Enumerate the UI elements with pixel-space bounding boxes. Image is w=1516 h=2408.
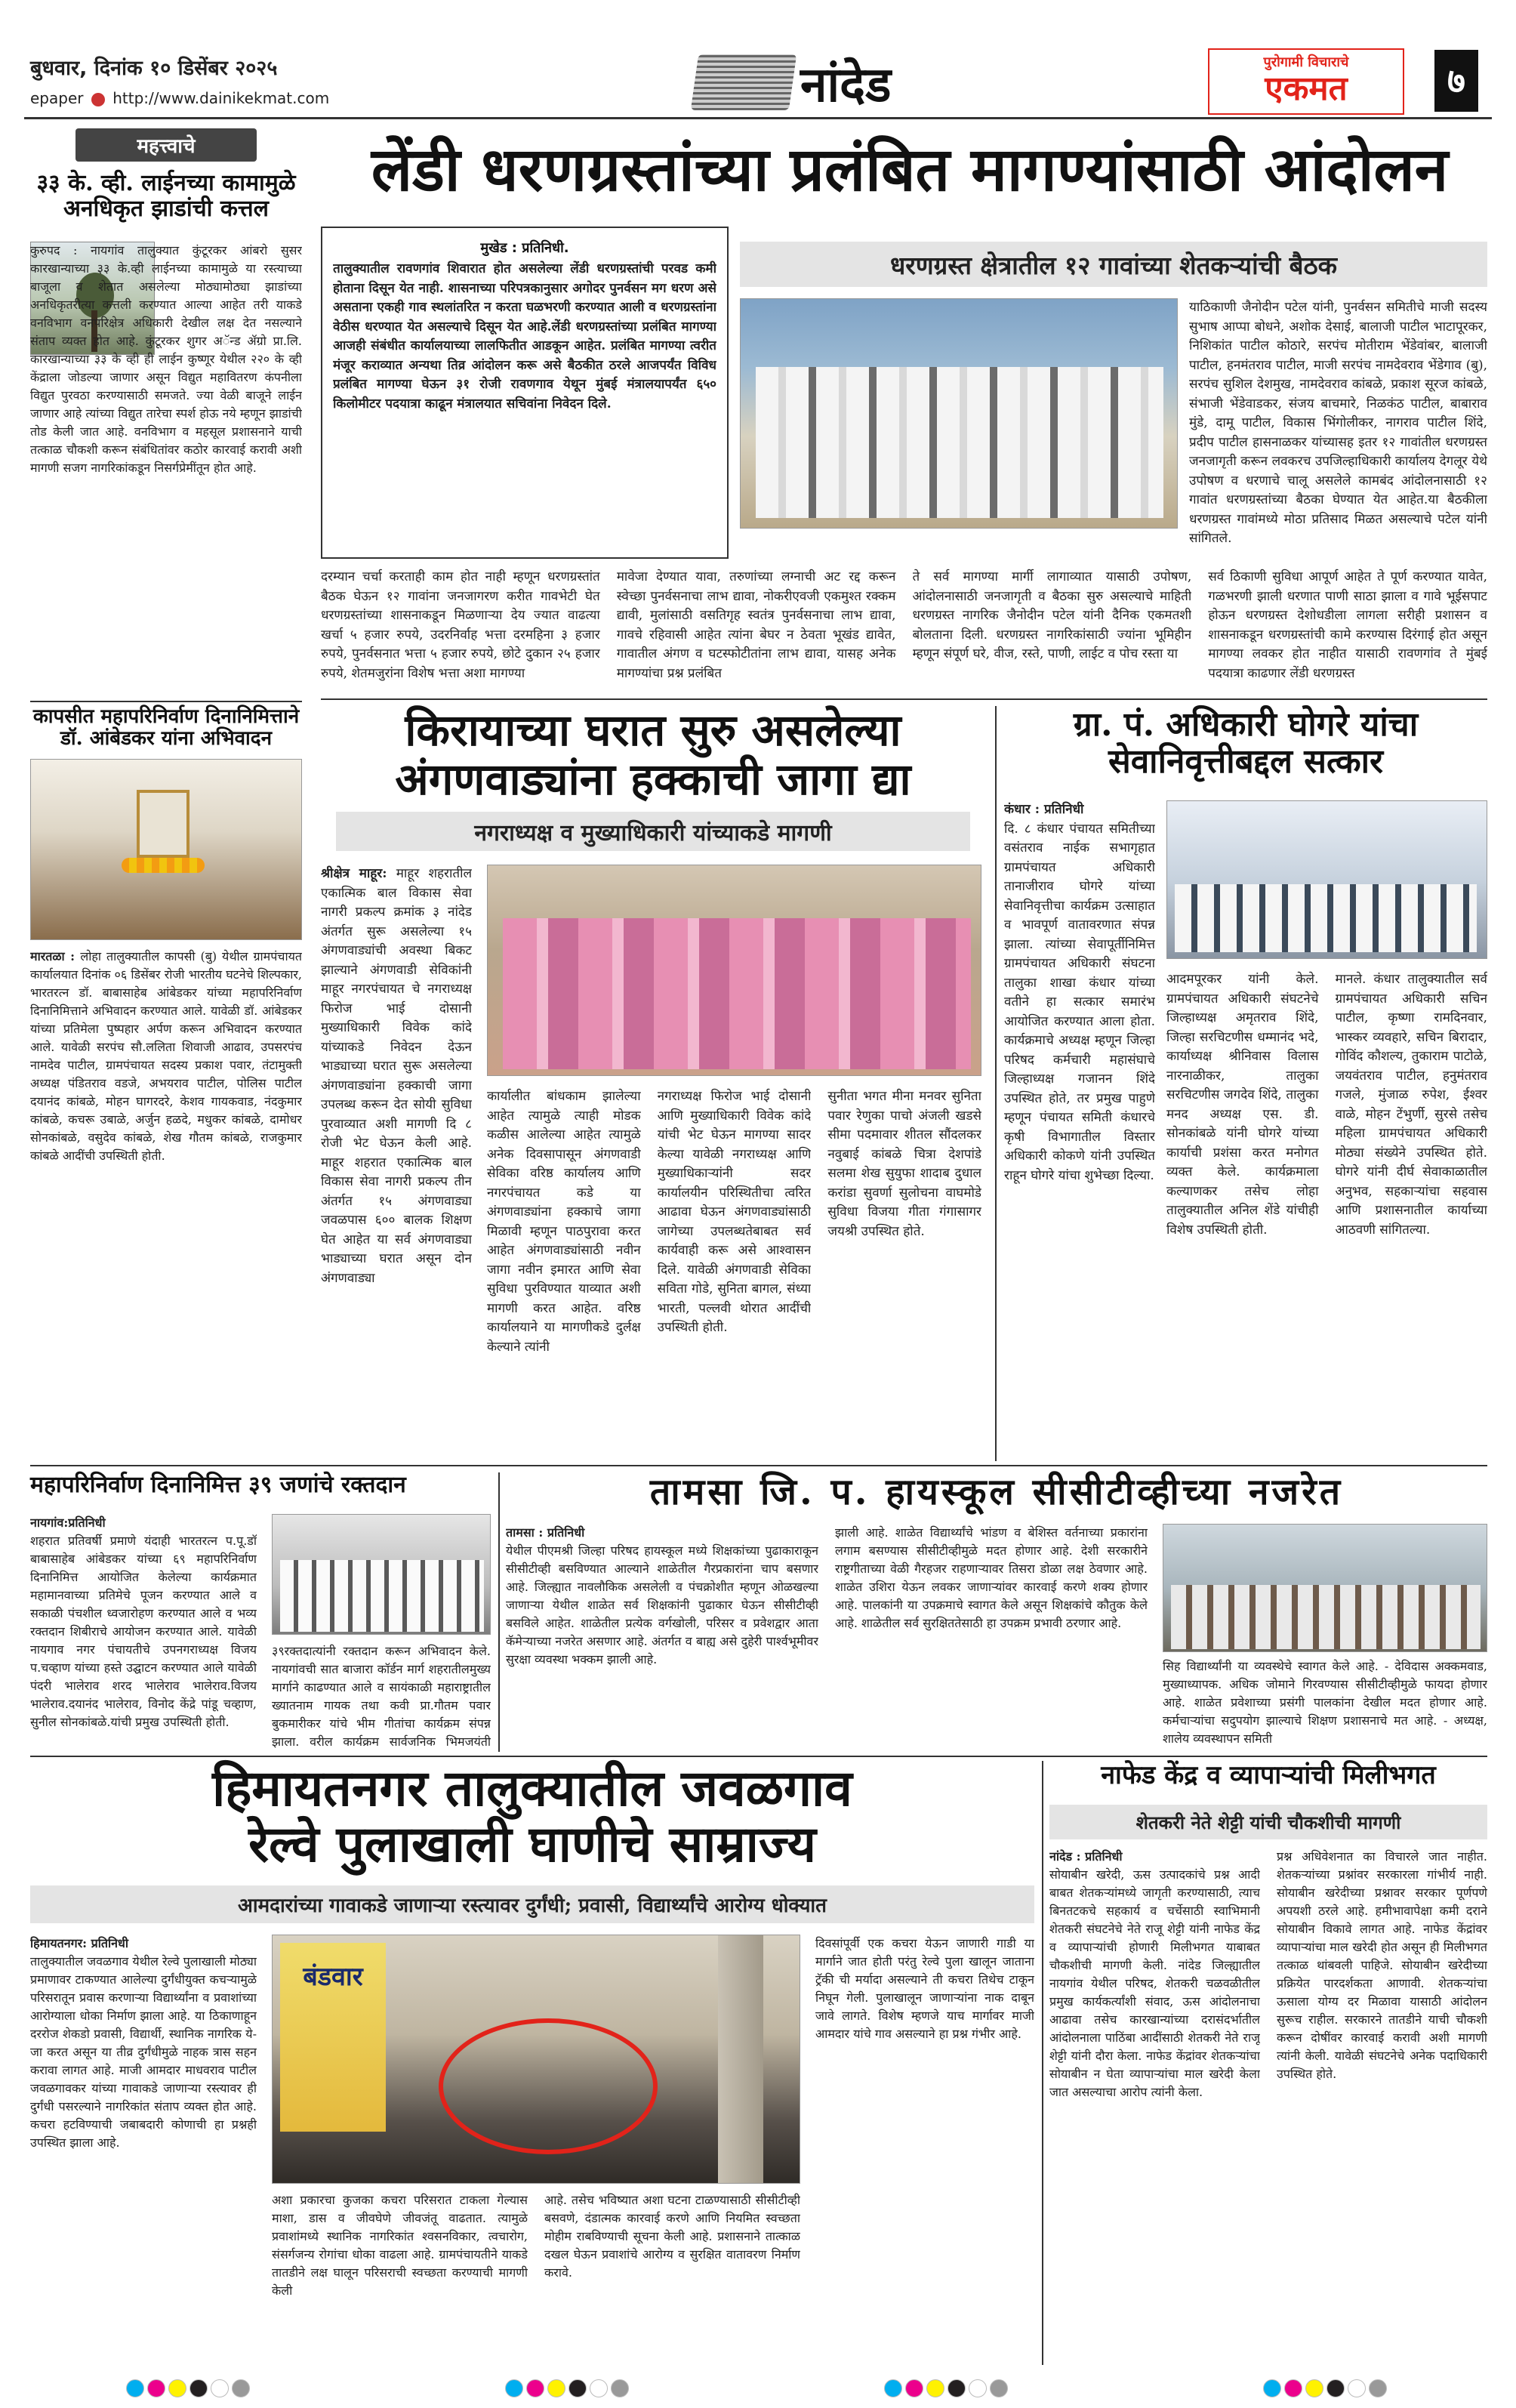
anganwadi-headline-1: किरायाच्या घरात सुरु असलेल्या: [405, 705, 901, 756]
lead-body-col1: दरम्यान चर्चा करताही काम होत नाही म्हणून धरणग्रस्तांत बैठक घेऊन १२ गावांना जनजागरण करीत गावभेटी घेत धरणग्रस्तांच्या शासनाकडून मिळणाऱ्या देय ज्यात वाढत्या खर्चा ५ हजार रुपये, उदरनिर्वाह भत्ता दरमहिना ३ हजार रुपये, पुनर्वसनात भत्ता ५ हजार रुपये, छोटे दुकान २५ हजार रुपये, शेतमजुरांना विशेष भत्ता अशा मागण्या: [321, 569, 600, 681]
highlight-circle: [439, 2018, 658, 2154]
anganwadi-headline-2: अंगणवाड्यांना हक्काची जागा द्या: [395, 753, 911, 805]
hadgaon-byline: हिमायतनगर: प्रतिनिधी: [30, 1936, 129, 1950]
hadgaon-col4: दिवसांपूर्वी एक कचरा येऊन जाणारी गाडी या मार्गाने जात होती परंतु रेल्वे पुला खालून जाताना ट्रॅकी ची मर्यादा असल्याने ती कचरा तिथेच टाकून निघून गेली. पुलाखालून जाणाऱ्यांना नाक दाबून जावे लागते. विशेष म्हणजे याच मार्गावर माजी आमदार यांचे गाव असल्याने हा प्रश्न गंभीर आहे.: [815, 1936, 1034, 2041]
lead-headline: लेंडी धरणग्रस्तांच्या प्रलंबित मागण्यांसाठी आंदोलन: [371, 134, 1449, 205]
city-name: नांदेड: [800, 56, 892, 113]
cctv-col3: सिह विद्यार्थ्यांनी या व्यवस्थेचे स्वागत केले आहे. - देविदास अक्कमवाड, मुख्याध्यापक. अधिक जोमाने गिरवण्यास सीसीटीव्हीमुळे फायदा होणार आहे. शाळेत प्रवेशाच्या प्रसंगी पालकांना देखील मदत होणार आहे. कर्मचाऱ्यांचा सदुपयोग झाल्याचे शिक्षण प्रशासनाचे मत आहे. - अध्यक्ष, शालेय व्यवस्थापन समिती: [1163, 1659, 1487, 1746]
cctv-photo: [1163, 1524, 1487, 1652]
issue-date: बुधवार, दिनांक १० डिसेंबर २०२५: [30, 57, 278, 80]
lead-rule: [321, 698, 1487, 700]
wall-sign-text: बंडवार: [303, 1962, 363, 1992]
blood-camp-col2: ३९रक्तदात्यांनी रक्तदान करून अभिवादन केले. नायगांवची सात बाजारा कॉर्डन मार्ग शहरातीलमुख्य मार्गाने काढण्यात आले व सायंकाळी महाराष्ट्रातील ख्यातनाम गायक तथा कवी प्रा.गौतम पवार बुकमारीकर यांचे भीम गीतांचा कार्यक्रम संपन्न झाला. वरील कार्यक्रम सार्वजनिक भिमजयंती: [272, 1644, 491, 1749]
cctv-headline: तामसा जि. प. हायस्कूल सीसीटीव्हीच्या नजरेत: [649, 1471, 1344, 1513]
ghogre-story: [1004, 706, 1487, 1461]
nafed-col1: सोयाबीन खरेदी, ऊस उत्पादकांचे प्रश्न आदी बाबत शेतकऱ्यांमध्ये जागृती करण्यासाठी, त्याच बिनतटकचे सहकार्य व चर्चेसाठी स्वाभिमानी शेतकरी संघटनेचे नेते राजू शेट्टी यांनी नाफेड केंद्र व व्यापाऱ्यांची होणारी मिलीभगत याबाबत चौकशीची मागणी केली. नांदेड जिल्ह्यातील नायगांव येथील परिषद, शेतकरी चळवळीतील प्रमुख कार्यकर्त्यांशी संवाद, ऊस आंदोलनाचा आढावा तसेच कारखान्यांच्या दरासंदर्भातील आंदोलनाला पाठिंबा आदींसाठी शेतकरी नेते राजू शेट्टी यांनी दौरा केला. नाफेड केंद्रांवर शेतकऱ्यांचा सोयाबीन न घेता व्यापाऱ्यांचा माल खरेदी केला जात असल्याचा आरोप त्यांनी केला.: [1049, 1867, 1260, 2099]
nafed-subhead: शेतकरी नेते शेट्टी यांची चौकशीची मागणी: [1049, 1805, 1487, 1839]
hadgaon-col3: आहे. तसेच भविष्यात अशा घटना टाळण्यासाठी सीसीटीव्ही बसवणे, दंडात्मक कारवाई करणे आणि नियमित स्वच्छता मोहीम राबविण्याची सूचना केली आहे. प्रशासनाने तात्काळ दखल घेऊन प्रवाशांचे आरोग्य व सुरक्षित वातावरण निर्माण करावे.: [544, 2193, 800, 2280]
hadgaon-headline-2: रेल्वे पुलाखाली घाणीचे साम्राज्य: [248, 1814, 816, 1873]
sidebar-bottom-headline: कापसीत महापरिनिर्वाण दिनानिमित्ताने डॉ. आंबेडकर यांना अभिवादन: [32, 705, 300, 751]
ghogre-col3: मानले. कंधार तालुक्यातील सर्व ग्रामपंचायत अधिकारी सचिन पाटील, कृष्णा रामदिनवार, भास्कर व्यवहारे, सचिन बिरादार, गोविंद कौशल्य, तुकाराम पाटोळे, जयवंतराव पाटील, हनुमंतराव गजले, मुंजाळ रुपेश, ईश्वर वाळे, मोहन टेंभुर्णी, सुरसे तसेच महिला ग्रामपंचायत अधिकारी मोठ्या संख्येने उपस्थित होते. घोगरे यांनी दीर्घ सेवाकाळातील अनुभव, सहकाऱ्यांचा सहवास आणि प्रशासनातील कार्याच्या आठवणी सांगितल्या.: [1335, 972, 1487, 1238]
crowd-group: [756, 367, 1163, 518]
lead-right-column: याठिकाणी जैनोदीन पटेल यांनी, पुनर्वसन समितीचे माजी सदस्य सुभाष आप्पा बोधने, अशोक देसाई, बालाजी पाटील भाटापूरकर, निशिकांत पाटील कोठारे, सरपंच मोतीराम भेंडेवांबर, बालाजी पाटील, हनमंतराव पाटील, माजी सरपंच नामदेवराव भेंडेगाव (बु), सरपंच सुशिल देशमुख, नामदेवराव कांबळे, प्रकाश सूरज कांबळे, संभाजी भेंडेवाडकर, संजय बाचमारे, निळकंठ पाटील, बाबाराव मुंडे, दामू पाटील, विकास भिंगोलीकर, नागराव पाटील शिंदे, प्रदीप पाटील हासनाळकर यांच्यासह इतर १२ गावांतील धरणग्रस्त जनजागृती करून लवकरच उपजिल्हाधिकारी कार्यालय देगलूर येथे उपोषण व धरणाचे चालू असलेले कामबंद आंदोलनासाठी १२ गावांत धरणग्रस्तांच्या बैठका घेण्यात येत आहेत.या बैठकीला धरणग्रस्त गावांमध्ये मोठा प्रतिसाद मिळत असल्याचे पटेल यांनी सांगितले.: [1189, 300, 1487, 546]
painted-wall: [280, 1943, 386, 2132]
cctv-col2: झाली आहे. शाळेत विद्यार्थ्यांचे भांडण व बेशिस्त वर्तनाच्या प्रकारांना लगाम बसण्यास सीसीटीव्हीमुळे मदत होणार आहे. देशी सरकारीने राष्ट्रगीताच्या वेळी गैरहजर राहणाऱ्यावर तिसरा डोळा लक्ष ठेवणार आहे. शाळेत उशिरा येऊन लवकर जाणाऱ्यांवर कारवाई करणे शक्य होणार आहे. पालकांनी या उपक्रमाचे स्वागत केले असून शिक्षकांचे कौतुक केले आहे. शाळेतील सर्व सुरक्षिततेसाठी हा उपक्रम प्रभावी ठरणार आहे.: [835, 1525, 1148, 1630]
audience-rows: [1175, 884, 1477, 952]
blood-camp-col1: शहरात प्रतिवर्षी प्रमाणे यंदाही भारतरत्न प.पू.डॉ बाबासाहेब आंबेडकर यांच्या ६९ महापरिनिर्वाण दिनानिमित्त आयोजित केलेल्या कार्यक्रमात महामानवाच्या प्रतिमेचे पूजन करण्यात आले व सकाळी पंचशील ध्वजारोहण करण्यात आले व भव्य रक्तदान शिबीराचे आयोजन करण्यात आले. यावेळी नायगाव नगर पंचायतीचे उपनगराध्यक्ष विजय प.चव्हाण यांच्या हस्ते उद्घाटन करण्यात आले यावेळी पंदरी भालेराव शरद भालेराव भालेराव.विजय भालेराव.दयानंद भालेराव, विनोद केंद्रे पांडू चव्हाण, सुनील सोनकांबळे.यांची प्रमुख उपस्थिती होती.: [30, 1534, 257, 1729]
registration-dot: [1263, 2379, 1281, 2397]
vertical-rule-lower: [1042, 1761, 1043, 2365]
registration-dot: [905, 2379, 923, 2397]
cctv-col1: येथील पीएमश्री जिल्हा परिषद हायस्कूल मध्ये शिक्षकांच्या पुढाकाराकून सीसीटीव्ही बसविण्यात आल्याने शाळेतील गैरप्रकारांना चाप बसणार आहे. जिल्ह्यात नावलौकिक असलेली व पंचक्रोशीत म्हणून ओळखल्या जाणाऱ्या येथील शाळेत सर्व शिक्षकांनी पुढाकार घेऊन सीसीटीव्ही बसविले आहेत. शाळेतील प्रत्येक वर्गखोली, परिसर व प्रवेशद्वार आता कॅमेऱ्याच्या नजरेत असणार आहे. अंतर्गत व बाह्य असे दुहेरी पार्श्वभूमीवर सुरक्षा व्यवस्था भक्कम झाली आहे.: [506, 1543, 818, 1666]
registration-dot: [505, 2379, 523, 2397]
ghogre-headline-2: सेवानिवृत्तीबद्दल सत्कार: [1108, 742, 1384, 782]
blood-camp-headline: महापरिनिर्वाण दिनानिमित्त ३९ जणांचे रक्तदान: [30, 1472, 406, 1498]
masthead: [0, 0, 1516, 113]
newspaper-stack-icon: [691, 54, 797, 110]
vertical-rule-blood: [498, 1472, 500, 1752]
anganwadi-byline: श्रीक्षेत्र माहूर:: [321, 866, 387, 881]
hadgaon-photo: [272, 1935, 800, 2184]
registration-dot: [611, 2379, 629, 2397]
registration-dot: [926, 2379, 944, 2397]
header-rule: [24, 117, 1492, 119]
registration-dot: [232, 2379, 250, 2397]
lead-meeting-photo: [740, 298, 1178, 529]
sidebar-top-headline: ३३ के. व्ही. लाईनच्या कामामुळे अनधिकृत झाडांची कत्तल: [36, 170, 296, 222]
lead-intro-block: [321, 227, 729, 559]
sidebar-top-body: कुरुपद : नायगांव तालुक्यात कुंटूरकर आंबरो सुसर कारखान्याच्या ३३ के.व्ही लाईनच्या कामामुळे या रस्त्याच्या बाजूला व शेतात असलेल्या मोठ्यामोठ्या झाडांच्या अनधिकृतरीत्या कत्तली करण्यात आल्या आहेत तरी याकडे वनविभाग वनपरिक्षेत्र अधिकारी देखील लक्ष देत नसल्याने संताप व्यक्त होत आहे. कुंटूरकर शुगर अॅन्ड ॲग्रो प्रा.लि. कारखान्याच्या ३३ के व्ही ही लाईन कुष्णूर येथील २२० के व्ही केंद्राला जोडल्या जाणार असून विद्युत महावितरण कंपनीला विद्युत पुरवठा करण्यासाठी समजते. ज्या वेळी बाजूने लाईन जाणार आहे त्यांच्या विद्युत तारेचा स्पर्श होऊ नये म्हणून झाडांची तोड केली जात आहे. वनविभाग व महसूल प्रशासनाने याची तत्काळ चौकशी करून संबंधितांवर कठोर कारवाई करावी अशी मागणी सजग नागरिकांकडून निसर्गप्रेमींतून होत आहे.: [30, 243, 302, 475]
registration-dot: [1348, 2379, 1366, 2397]
registration-dot: [884, 2379, 902, 2397]
reg-mark-group-4: [1263, 2379, 1390, 2400]
lead-body-col4: सर्व ठिकाणी सुविधा आपूर्ण आहेत ते पूर्ण करण्यात यावेत, गळभरणी झाली धरणात पाणी साठा झाला व गावे भूईसपाट होऊन धरणग्रस्त देशोधडीला लागला सरीही प्रशासन व शासनाकडून धरणग्रस्तांची कामे करण्यास दिरंगाई होत असून मागण्या लवकर होत नाहीत यासाठी रावणगांव ते मुंबई पदयात्रा काढणार लेंडी धरणग्रस्त: [1208, 569, 1487, 681]
nafed-byline: नांदेड : प्रतिनिधी: [1049, 1849, 1123, 1864]
saree-group: [503, 918, 971, 1069]
sidebar-bottom-byline: मारतळा :: [30, 949, 81, 964]
hadgaon-headline-1: हिमायतनगर तालुक्यातील जवळगाव: [212, 1759, 852, 1818]
anganwadi-story: [321, 706, 985, 1461]
lead-byline: मुखेड : प्रतिनिधी.: [480, 240, 569, 256]
registration-dot: [211, 2379, 229, 2397]
registration-dot: [1369, 2379, 1387, 2397]
registration-dot: [168, 2379, 186, 2397]
registration-dot: [147, 2379, 165, 2397]
reg-mark-group-3: [884, 2379, 1011, 2400]
cctv-byline: तामसा : प्रतिनिधी: [506, 1525, 585, 1540]
registration-dot: [190, 2379, 208, 2397]
flower-garland-icon: [122, 858, 205, 873]
blood-camp-byline: नायगांव:प्रतिनिधी: [30, 1515, 106, 1530]
anganwadi-col1: माहूर शहरातील एकात्मिक बाल विकास सेवा नागरी प्रकल्प क्रमांक ३ नांदेड अंतर्गत सुरू असलेल्या १५ अंगणवाड्यांची अवस्था बिकट झाल्याने अंगणवाडी सेविकांनी माहूर नगरपंचायत चे नगराध्यक्ष फिरोज भाई दोसानी मुख्याधिकारी विवेक कांदे यांच्याकडे निवेदन देऊन भाड्याच्या घरात सुरू असलेल्या अंगणवाड्यांना हक्काची जागा उपलब्ध करून देत सोयी सुविधा पुरवाव्यात अशी मागणी दि ८ रोजी भेट घेऊन केली आहे. माहूर शहरात एकात्मिक बाल विकास सेवा नागरी प्रकल्प तीन अंतर्गत १५ अंगणवाड्या जवळपास ६०० बालक शिक्षण घेत आहेत या सर्व अंगणवाड्या भाड्याच्या घरात असून दोन अंगणवाड्या: [321, 866, 472, 1286]
city-banner: [695, 53, 966, 112]
lead-body-col3: ते सर्व मागण्या मार्गी लागाव्यात यासाठी उपोषण, आंदोलनासाठी जनजागृती व बैठका सुरु असल्याचे माहिती धरणग्रस्त नागरिक जैनोदीन पटेल यांनी दैनिक एकमतशी बोलताना दिली. धरणग्रस्त नागरिकांसाठी ज्यांना भूमिहीन म्हणून संपूर्ण घरे, वीज, रस्ते, पाणी, लाईट व पोच रस्ता या: [912, 569, 1192, 661]
hadgaon-col2: अशा प्रकारचा कुजका कचरा परिसरात टाकला गेल्यास माशा, डास व जीवघेणे जीवजंतू वाढतात. त्यामुळे प्रवाशांमध्ये स्थानिक नागरिकांत श्वसनविकार, त्वचारोग, संसर्गजन्य रोगांचा धोका वाढला आहे. ग्रामपंचायतीने याकडे तातडीने लक्ष घालून परिसराची स्वच्छता करण्याची मागणी केली: [272, 2193, 528, 2298]
anganwadi-subhead: नगराध्यक्ष व मुख्याधिकारी यांच्याकडे मागणी: [336, 812, 970, 851]
reg-mark-group-2: [505, 2379, 632, 2400]
lead-body-col2: मावेजा देण्यात यावा, तरुणांच्या लग्नाची अट रद्द करून स्वेच्छा पुनर्वसनाचा लाभ द्यावा, नोकरीएवजी एकमुश्त रक्कम द्यावी, मुलांसाठी वसतिगृह स्वतंत्र पुनर्वसनाचा लाभ द्यावा, गावचे रहिवासी आहेत त्यांना बेघर न ठेवता भूखंड द्यावेत, गावातील अंगण व घटस्फोटीतांना लाभ द्यावा, यासह अनेक मागण्यांचा प्रश्न प्रलंबित: [616, 569, 896, 681]
sidebar-top-story: [30, 128, 302, 695]
brand-tagline: पुरोगामी विचाराचे: [1263, 54, 1349, 70]
nafed-headline: नाफेड केंद्र व व्यापाऱ्यांची मिलीभगत: [1101, 1760, 1436, 1790]
sidebar-bottom-story: [30, 706, 302, 1461]
registration-dot: [547, 2379, 565, 2397]
registration-dot: [1305, 2379, 1323, 2397]
group-people: [280, 1560, 484, 1632]
epaper-link[interactable]: epaper http://www.dainikekmat.com: [30, 89, 330, 107]
hadgaon-subhead: आमदारांच्या गावाकडे जाणाऱ्या रस्त्यावर दुर्गंधी; प्रवासी, विद्यार्थ्यांचे आरोग्य धोक्यात: [30, 1885, 1034, 1923]
mid-rule: [30, 1465, 1487, 1466]
anganwadi-col3: नगराध्यक्ष फिरोज भाई दोसानी आणि मुख्याधिकारी विवेक कांदे यांची भेट घेऊन मागण्या सादर केल्या यावेळी नगराध्यक्ष आणि मुख्याधिकाऱ्यांनी सदर कार्यालयीन परिस्थितीचा त्वरित आढावा घेऊन अंगणवाड्यांसाठी जागेच्या उपलब्धतेबाबत सर्व कार्यवाही करू असे आश्वासन दिले. यावेळी अंगणवाडी सेविका सविता गोडे, सुनिता बागल, संध्या भारती, पल्लवी थोरात आदींची उपस्थिती होती.: [657, 1089, 812, 1335]
registration-dot: [526, 2379, 544, 2397]
lead-subhead: धरणग्रस्त क्षेत्रातील १२ गावांच्या शेतकऱ्यांची बैठक: [740, 242, 1487, 287]
nafed-story: [1049, 1761, 1487, 2365]
ghogre-col1: दि. ८ कंधार पंचायत समितीच्या वसंतराव नाईक सभागृहात ग्रामपंचायत अधिकारी तानाजीराव घोगरे यांच्या सेवानिवृत्तीचा कार्यक्रम उत्साहात व भावपूर्ण वातावरणात संपन्न झाला. त्यांच्या सेवापूर्तीनिमित्त ग्रामपंचायत अधिकारी संघटना तालुका शाखा कंधार यांच्या वतीने हा सत्कार समारंभ आयोजित करण्यात आला होता. कार्यक्रमाचे अध्यक्ष म्हणून जिल्हा परिषद कर्मचारी महासंघाचे जिल्हाध्यक्ष गजानन शिंदे उपस्थित होते, तर प्रमुख पाहुणे म्हणून पंचायत समिती कंधारचे कृषी विभागातील विस्तार अधिकारी कोकणे यांनी उपस्थित राहून घोगरे यांचा शुभेच्छा दिल्या.: [1004, 821, 1155, 1183]
section-label: महत्त्वाचे: [75, 128, 257, 162]
anganwadi-photo: [487, 865, 981, 1076]
nafed-col2: प्रश्न अधिवेशनात का विचारले जात नाहीत. शेतकऱ्यांच्या प्रश्नांवर सरकारला गांभीर्य नाही. सोयाबीन खरेदीच्या प्रश्नावर सरकार पूर्णपणे अपयशी ठरले आहे. हमीभावापेक्षा कमी दराने सोयाबीन विकावे लागत आहे. नाफेड केंद्रांवर व्यापाऱ्यांचा माल खरेदी होत असून ही मिलीभगत तत्काळ थांबवली पाहिजे. सोयाबीन खरेदीच्या प्रक्रियेत पारदर्शकता आणावी. शेतकऱ्यांचा ऊसाला योग्य दर मिळावा यासाठी आंदोलन सुरूच राहील. सरकारने तातडीने याची चौकशी करून दोषींवर कारवाई करावी अशी मागणी त्यांनी केली. यावेळी संघटनेचे अनेक पदाधिकारी उपस्थित होते.: [1277, 1849, 1487, 2081]
reg-mark-group-1: [126, 2379, 253, 2400]
ghogre-headline-1: ग्रा. पं. अधिकारी घोगरे यांचा: [1073, 705, 1419, 744]
portrait-frame-icon: [137, 790, 190, 858]
page-number: ७: [1434, 50, 1478, 112]
anganwadi-col2: कार्यालीत बांधकाम झालेल्या आहेत त्यामुळे त्याही मोडक कळीस आलेल्या आहेत त्यामुळे अनेक दिवसापासून अंगणवाडी सेविका वरिष्ठ कार्यालय आणि नगरपंचायत कडे या अंगणवाड्यांना हक्काचे जागा मिळावी म्हणून पाठपुरावा करत आहेत अंगणवाड्यांसाठी नवीन जागा नवीन इमारत आणि सेवा सुविधा पुरविण्यात याव्यात अशी मागणी करत आहेत. वरिष्ठ कार्यालयाने या मागणीकडे दुर्लक्ष केल्याने त्यांनी: [487, 1089, 641, 1355]
brand-name: एकमत: [1265, 69, 1348, 108]
registration-marks: [0, 2375, 1516, 2405]
students-group: [1171, 1585, 1481, 1649]
blood-camp-story: [30, 1472, 491, 1752]
pillar: [718, 1935, 763, 2184]
blood-camp-photo: [272, 1514, 491, 1635]
registration-dot: [126, 2379, 144, 2397]
ghogre-photo: [1166, 800, 1487, 959]
lead-intro: तालुक्यातील रावणगांव शिवारात होत असलेल्या लेंडी धरणग्रस्तांची परवड कमी होताना दिसून येत नाही. शासनाच्या परिपत्रकानुसार अगोदर पुनर्वसन मग धरण असे असताना एकही गाव स्थलांतरित न करता घळभरणी करण्यात आली व धरणग्रस्तांना वेठीस धरण्यात येत असल्याचे दिसून येत आहे.लेंडी धरणग्रस्तांच्या प्रलंबित मागण्या आजही संबंधीत कार्यालयाच्या लालफितीत आडकून आहेत. प्रलंबित मागण्या त्वरीत मंजूर कराव्यात अन्यथा तिव्र आंदोलन करू असे बैठकीत ठरले आजपर्यंत विविध प्रलंबित मागण्या घेऊन ३१ रोजी रावणगाव येथून मुंबई मंत्रालयापर्यंत ६५० किलोमीटर पदयात्रा काढून मंत्रालयात सचिवांना निवेदन दिले.: [333, 261, 716, 412]
registration-dot: [1284, 2379, 1302, 2397]
sidebar-rule: [30, 701, 302, 702]
brand-logo: [1208, 48, 1404, 115]
cctv-story: [506, 1472, 1487, 1752]
hadgaon-story: [30, 1761, 1034, 2365]
vertical-rule-mid: [995, 706, 997, 1461]
registration-dot: [1326, 2379, 1345, 2397]
ghogre-col2: आदमपूरकर यांनी केले. ग्रामपंचायत अधिकारी संघटनेचे जिल्हाध्यक्ष अमृतराव शिंदे, जिल्हा सरचिटणीस धम्मानंद भदे, कार्याध्यक्ष श्रीनिवास विलास नारनाळीकर, तालुका सरचिटणीस जगदेव शिंदे, तालुका मनद अध्यक्ष एस. डी. सोनकांबळे यांनी घोगरे यांच्या कार्याची प्रशंसा करत मनोगत व्यक्त केले. कार्यक्रमाला कल्याणकर तसेच लोहा तालुक्यातील अनिल शेंडे यांचीही विशेष उपस्थिती होती.: [1166, 972, 1319, 1238]
registration-dot: [969, 2379, 987, 2397]
sidebar-bottom-photo: [30, 759, 302, 940]
registration-dot: [948, 2379, 966, 2397]
globe-icon: [91, 93, 105, 106]
ghogre-byline: कंधार : प्रतिनिधी: [1004, 802, 1084, 817]
hadgaon-col1: तालुक्यातील जवळगाव येथील रेल्वे पुलाखाली मोठ्या प्रमाणावर टाकण्यात आलेल्या दुर्गंधीयुक्त कचऱ्यामुळे परिसरातून प्रवास करणाऱ्या विद्यार्थ्यांना व प्रवाशांच्या आरोग्याला धोका निर्माण झाला आहे. या ठिकाणाहून दररोज शेकडो प्रवासी, विद्यार्थी, स्थानिक नागरिक ये-जा करत असून या तीव्र दुर्गंधीमुळे नाहक त्रास सहन करावा लागत आहे. माजी आमदार माधवराव पाटील जवळगावकर यांच्या गावाकडे जाणाऱ्या रस्त्यावर ही दुर्गंधी पसरल्याने नागरिकांत संताप व्यक्त होत आहे. कचरा हटविण्याची जबाबदारी कोणाची हा प्रश्नही उपस्थित झाला आहे.: [30, 1954, 257, 2150]
lower-rule: [30, 1756, 1487, 1757]
registration-dot: [568, 2379, 587, 2397]
registration-dot: [990, 2379, 1008, 2397]
anganwadi-col4: सुनीता भगत मीना मनवर सुनिता पवार रेणुका पाचो अंजली खडसे सीमा पदमावार शीतल सौंदलकर नवुबाई कांबळे चित्रा देशपांडे सलमा शेख सुयुफा शादाब दुधाल करांडा सुवर्णा सुलोचना वाघमोडे सुविधा विजया गीता गंगासागर जयश्री उपस्थित होते.: [827, 1089, 982, 1239]
lead-body-columns: [321, 568, 1487, 696]
registration-dot: [590, 2379, 608, 2397]
sidebar-bottom-body: लोहा तालुक्यातील कापसी (बु) येथील ग्रामपंचायत कार्यालयात दिनांक ०६ डिसेंबर रोजी भारतीय घटनेचे शिल्पकार, भारतरत्न डॉ. बाबासाहेब आंबेडकर यांच्या महापरिनिर्वाण दिनानिमित्ताने अभिवादन करण्यात आले. यावेळी डॉ. आंबेडकर यांच्या प्रतिमेला पुष्पहार अर्पण करून अभिवादन करण्यात आले. यावेळी सरपंच सौ.ललिता शिवाजी आढाव, उपसरपंच नामदेव पाटील, ग्रामपंचायत सदस्य प्रकाश पवार, तंटामुक्ती अध्यक्ष पंडितराव वडजे, अभयराव पाटील, पोलिस पाटील दयानंद कांबळे, मोहन घागरदरे, केशव गायकवाड, नंदकुमार कांबळे, कचरू उबाळे, अर्जुन हळदे, मधुकर कांबळे, दामोधर सोनकांबळे, वसुदेव कांबळे, शेख गौतम कांबळे, राजकुमार कांबळे आदींची उपस्थिती होती.: [30, 949, 302, 1164]
